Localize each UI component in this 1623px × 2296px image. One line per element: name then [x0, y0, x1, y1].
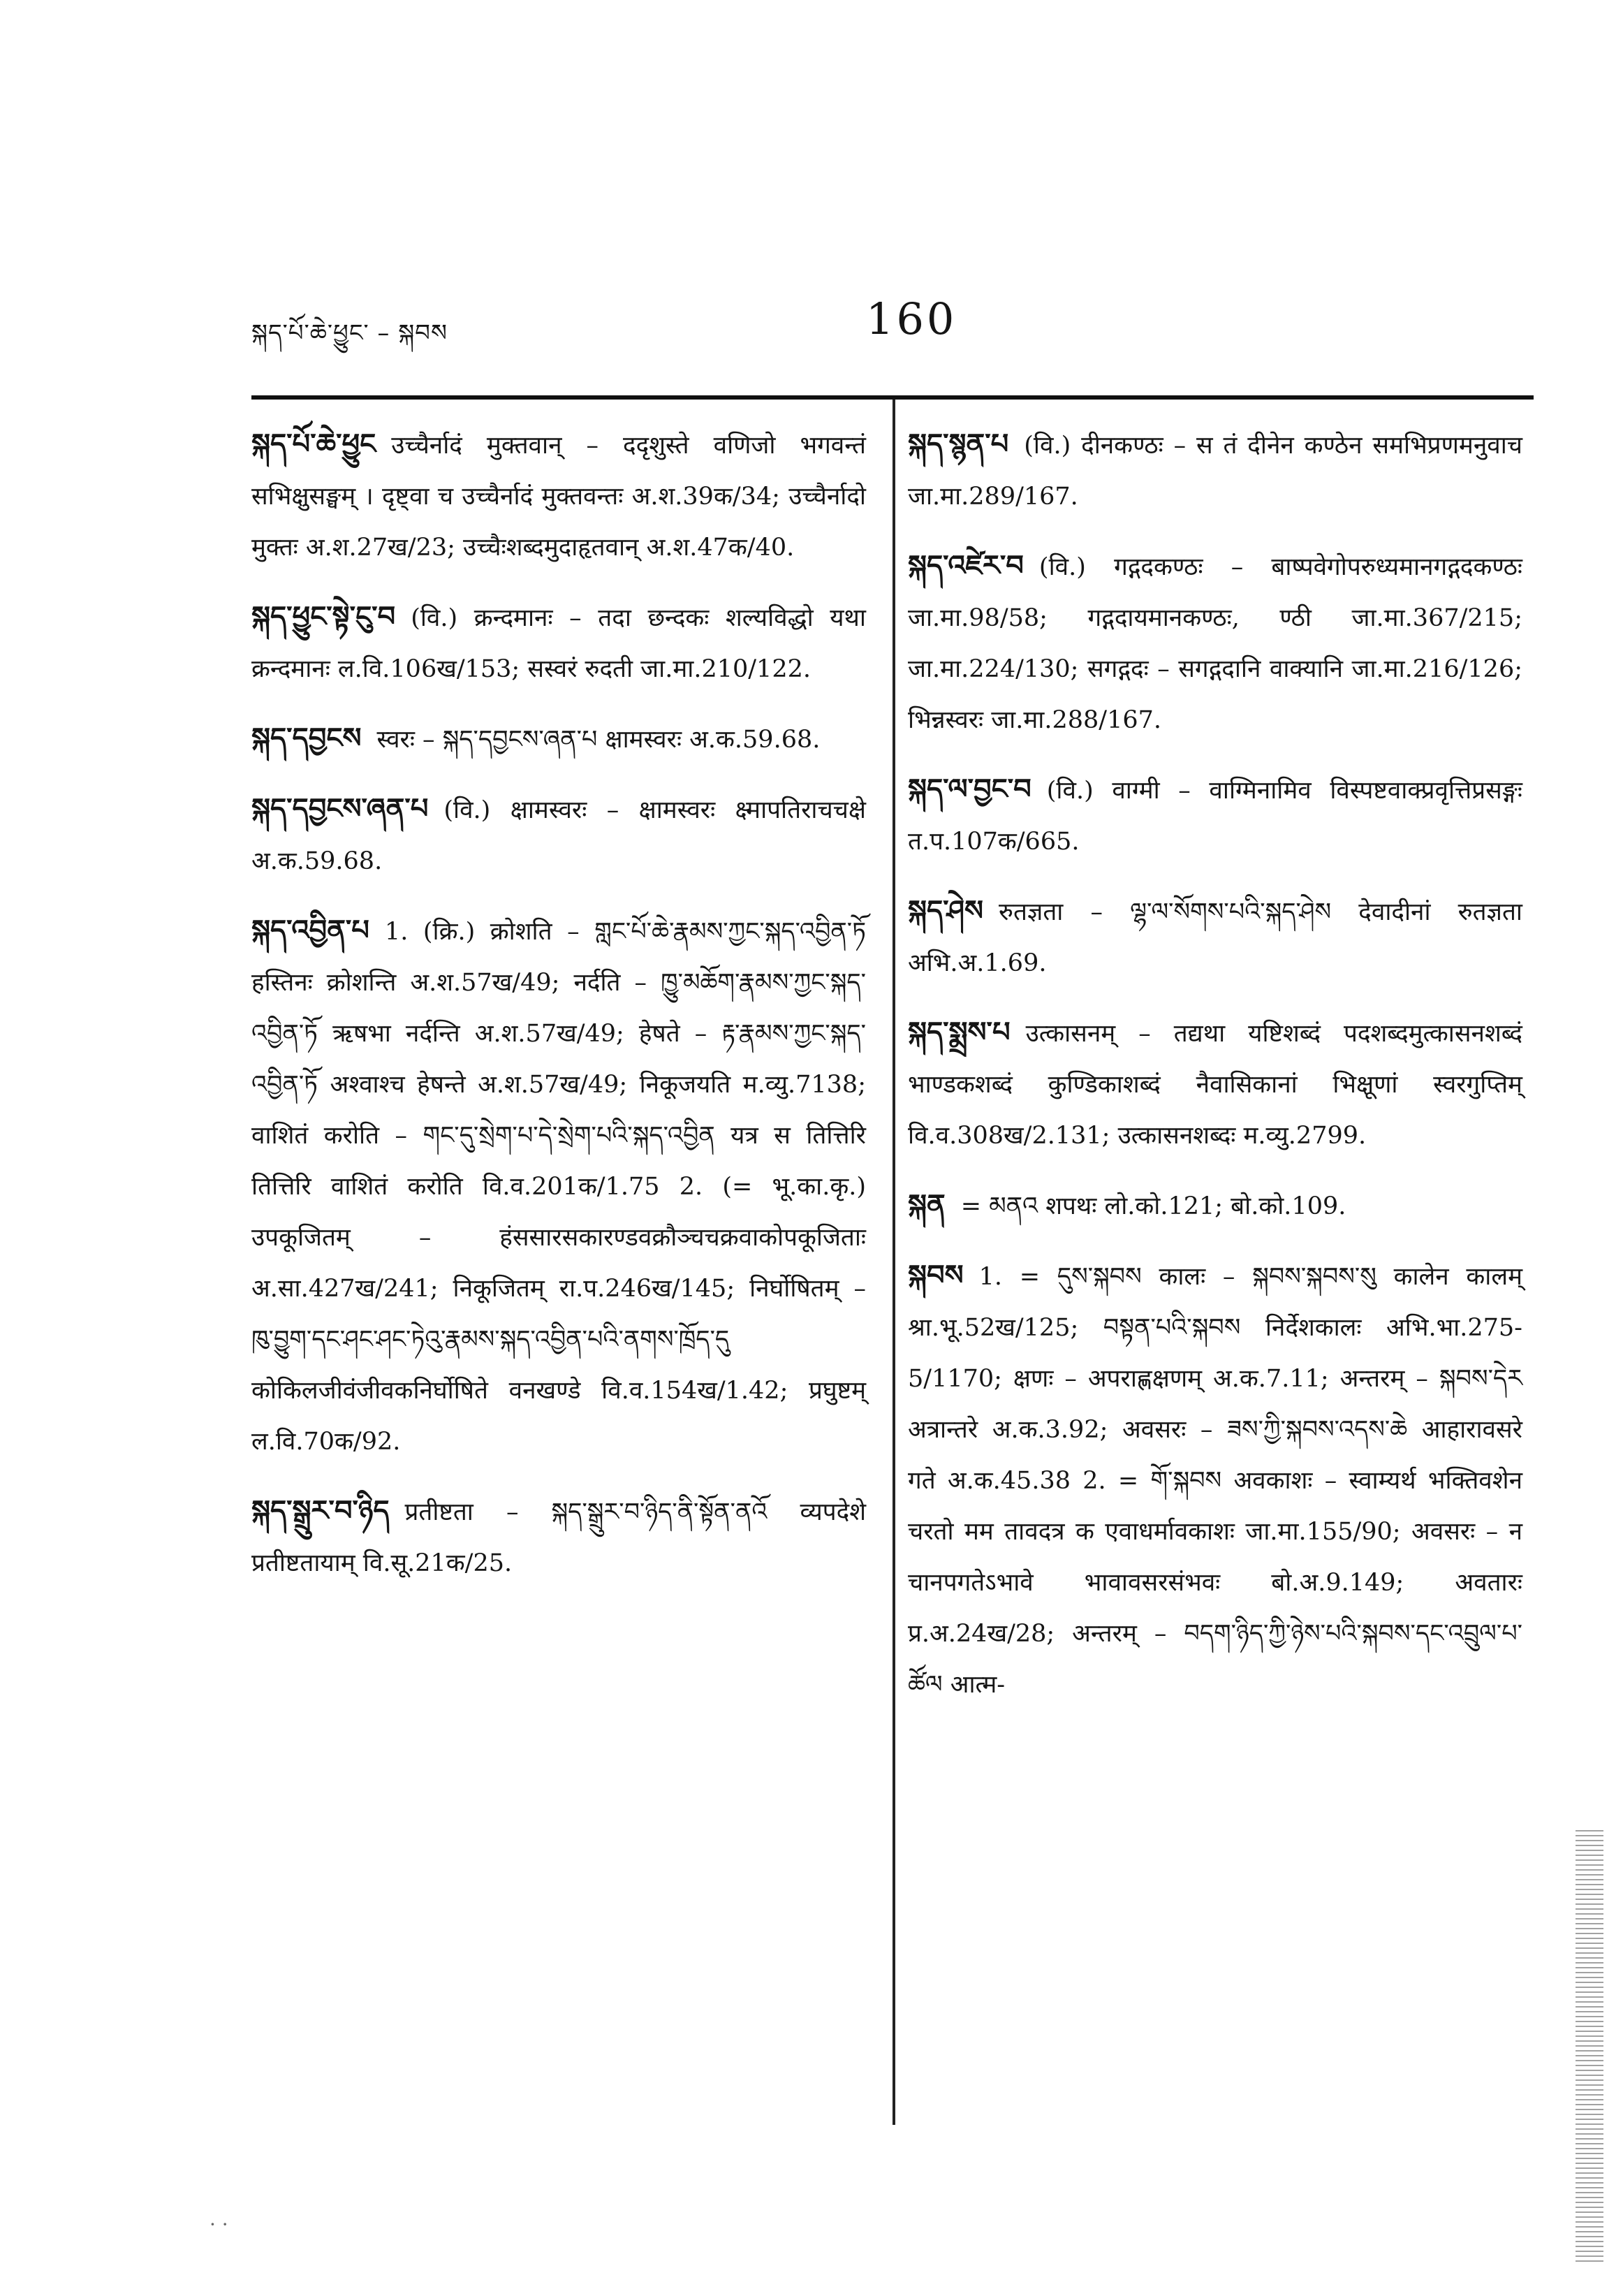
entry-headword: སྐད་སྒྲུར་བ་ཉིད: [251, 1495, 390, 1527]
dictionary-entry: [908, 1250, 1522, 1711]
entry-headword: སྐད་ལ་བྱང་བ: [908, 773, 1031, 805]
left-column: [251, 419, 866, 1607]
entry-headword: སྐད་པོ་ཆེ་ཕྱུང: [251, 428, 376, 460]
entry-definition: (वि.) क्रन्दमानः – तदा छन्दकः शल्यविद्धो यथा क्रन्दमानः ल.वि.106ख/153; सस्वरं रुदती जा.मा.210/122.: [251, 604, 866, 683]
entry-definition: (वि.) दीनकण्ठः – स तं दीनेन कण्ठेन समभिप्रणमनुवाच जा.मा.289/167.: [908, 432, 1522, 511]
entry-headword: སྐད་འབྱིན་པ: [251, 914, 369, 946]
entry-definition: (वि.) वाग्मी – वाग्मिनामिव विस्पष्टवाक्प्रवृत्तिप्रसङ्गः त.प.107क/665.: [908, 777, 1522, 856]
dictionary-entry: [251, 1486, 866, 1589]
page-header: [251, 293, 1536, 356]
entry-definition: रुतज्ञता – ལྷ་ལ་སོགས་པའི་སྐད་ཤེས देवादीनां रुतज्ञता अभि.अ.1.69.: [908, 898, 1522, 977]
entry-headword: སྐད་དབྱངས: [251, 722, 362, 754]
stray-scan-mark: · ·: [210, 2213, 228, 2236]
entry-headword: སྐད་སྨྲས་པ: [908, 1016, 1011, 1048]
dictionary-entry: [251, 905, 866, 1468]
entry-definition: प्रतीष्टता – སྐད་སྒྲུར་བ་ཉིད་ནི་སྟོན་ནའོ व्यपदेशे प्रतीष्टतायाम् वि.सू.21क/25.: [251, 1498, 866, 1577]
entry-headword: སྐབས: [908, 1259, 964, 1292]
entry-definition: = མནའ शपथः लो.को.121; बो.को.109.: [960, 1192, 1346, 1220]
entry-headword: སྐད་སྙན་པ: [908, 428, 1009, 460]
dictionary-entry: [908, 886, 1522, 989]
entry-headword: སྐད་འཛེར་བ: [908, 550, 1024, 582]
page-number: 160: [866, 293, 957, 344]
entry-definition: उत्कासनम् – तद्यथा यष्टिशब्दं पदशब्दमुत्कासनशब्दं भाण्डकशब्दं कुण्डिकाशब्दं नैवासिकानां भिक्षूणां स्वरगुप्तिम् वि.व.308ख/2.131; उत्कासनशब्दः म.व्यु.2799.: [908, 1020, 1522, 1150]
dictionary-entry: [908, 764, 1522, 868]
entry-definition: (वि.) क्षामस्वरः – क्षामस्वरः क्ष्मापतिराचचक्षे अ.क.59.68.: [251, 796, 866, 875]
entry-headword: སྐད་ཕྱུང་སྟེ་ངུ་བ: [251, 601, 396, 633]
dictionary-entry: [908, 541, 1522, 746]
running-head: སྐད་པོ་ཆེ་ཕྱུང་ – སྐབས: [251, 319, 448, 347]
column-divider: [893, 400, 895, 2125]
dictionary-entry: [251, 784, 866, 887]
entry-definition: 1. (क्रि.) क्रोशति – གླང་པོ་ཆེ་རྣམས་ཀྱང་སྐད་འབྱིན་ཏོ हस्तिनः क्रोशन्ति अ.श.57ख/49; नर्दति – ཁྱུ་མཆོག་རྣམས་ཀྱང་སྐད་འབྱིན་ཏོ ऋषभा नर्दन्ति अ.श.57ख/49; हेषते – རྟ་རྣམས་ཀྱང་སྐད་འབྱིན་ཏོ अश्वाश्च हेषन्ते अ.श.57ख/49; निकूजयति म.व्यु.7138; वाशितं करोति – གང་དུ་སྲེག་པ་དེ་སྲེག་པའི་སྐད་འབྱིན यत्र स तित्तिरि तित्तिरि वाशितं करोति वि.व.201क/1.75 2. (= भू.का.कृ.) उपकूजितम् – हंससारसकारण्डवक्रौञ्चचक्रवाकोपकूजिताः अ.सा.427ख/241; निकूजितम् रा.प.246ख/145; निर्घोषितम् – ཁུ་བྱུག་དང་ཤང་ཤང་ཏེའུ་རྣམས་སྐད་འབྱིན་པའི་ནགས་ཁྲོད་དུ कोकिलजीवंजीवकनिर्घोषिते वनखण्डे वि.व.154ख/1.42; प्रघुष्टम् ल.वि.70क/92.: [251, 918, 866, 1456]
entry-definition: (वि.) गद्गदकण्ठः – बाष्पवेगोपरुध्यमानगद्गदकण्ठः जा.मा.98/58; गद्गदायमानकण्ठः, ण्ठी जा.मा.367/215; जा.मा.224/130; सगद्गदः – सगद्गदानि वाक्यानि जा.मा.216/126; भिन्नस्वरः जा.मा.288/167.: [908, 553, 1522, 734]
dictionary-entry: [251, 419, 866, 573]
entry-definition: उच्चैर्नादं मुक्तवान् – ददृशुस्ते वणिजो भगवन्तं सभिक्षुसङ्घम् । दृष्ट्वा च उच्चैर्नादं मुक्तवन्तः अ.श.39क/34; उच्चैर्नादो मुक्तः अ.श.27ख/23; उच्चैःशब्दमुदाहृतवान् अ.श.47क/40.: [251, 432, 866, 562]
entry-headword: སྐད་དབྱངས་ཞན་པ: [251, 793, 429, 825]
dictionary-entry: [908, 419, 1522, 522]
dictionary-entry: [251, 592, 866, 695]
entry-definition: 1. = དུས་སྐབས कालः – སྐབས་སྐབས་སུ कालेन कालम् श्रा.भू.52ख/125; བསྟན་པའི་སྐབས निर्देशकालः अभि.भा.275-5/1170; क्षणः – अपराह्णक्षणम् अ.क.7.11; अन्तरम् – སྐབས་དེར अत्रान्तरे अ.क.3.92; अवसरः – ཟས་ཀྱི་སྐབས་འདས་ཆེ आहारावसरे गते अ.क.45.38 2. = གོ་སྐབས अवकाशः – स्वाम्यर्थ भक्तिवशेन चरतो मम तावदत्र क एवाधर्मावकाशः जा.मा.155/90; अवसरः – न चानपगतेऽभावे भावावसरसंभवः बो.अ.9.149; अवतारः प्र.अ.24ख/28; अन्तरम् – བདག་ཉིད་ཀྱི་ཉེས་པའི་སྐབས་དང་འབྲུལ་པ་ཚོལ आत्म-: [908, 1263, 1522, 1699]
entry-headword: སྐན: [908, 1189, 946, 1221]
right-column: [908, 419, 1522, 1729]
entry-definition: स्वरः – སྐད་དབྱངས་ཞན་པ क्षामस्वरः अ.क.59.68.: [376, 726, 821, 754]
dictionary-entry: [908, 1180, 1522, 1232]
entry-headword: སྐད་ཤེས: [908, 895, 984, 927]
dictionary-entry: [908, 1007, 1522, 1162]
scan-edge-noise: [1576, 1830, 1603, 2263]
dictionary-entry: [251, 713, 866, 766]
